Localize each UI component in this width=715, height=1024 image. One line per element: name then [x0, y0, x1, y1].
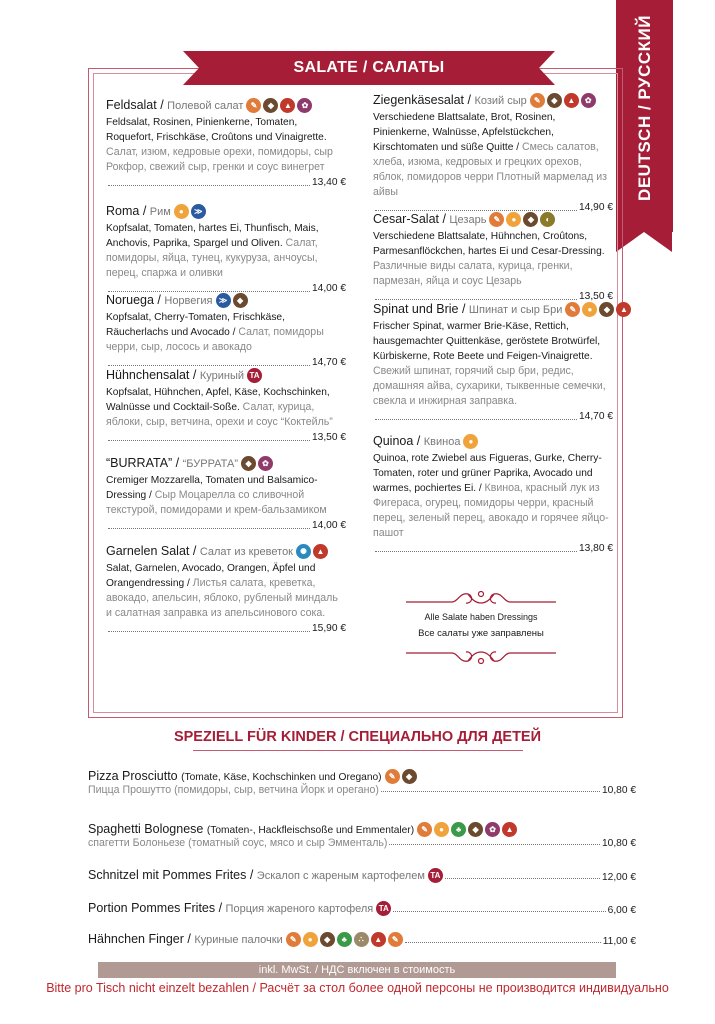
price-leader: [405, 942, 601, 943]
item-title: Hühnchensalat / Куриный TA: [106, 367, 346, 385]
price-row: [106, 518, 346, 533]
grape-icon: ✿: [581, 93, 596, 108]
item-title: Noruega / Норвегия ≫ ◆: [106, 292, 346, 310]
description-ru: Салат, курица, яблоки, сыр, ветчина, орехи и соус “Коктейль”: [106, 401, 333, 428]
allergen-icons: [216, 293, 248, 308]
allergen-icons: [376, 901, 391, 916]
price-row: [106, 175, 346, 190]
item-title: Garnelen Salat / Салат из креветок ✺ ▲: [106, 543, 346, 561]
item-description: [373, 229, 613, 289]
item-title: Roma / Рим ● ≫: [106, 203, 346, 221]
allergen-icons: [565, 302, 631, 317]
kids-item-sub: Пицца Прошутто (помидоры, сыр, ветчина Йорк и орегано): [88, 784, 379, 797]
item-name-ru: “БУРРАТА”: [182, 458, 239, 470]
item-title: “BURRATA” / “БУРРАТА” ◆ ✿: [106, 455, 346, 473]
description-de: Kopfsalat, Tomaten, hartes Ei, Thunfisch, Mais, Anchovis, Paprika, Spargel und Oliven.: [106, 223, 319, 249]
item-description: [373, 110, 613, 200]
price-leader: [108, 440, 310, 441]
dressing-note: [402, 588, 560, 669]
kids-item-title: [88, 769, 417, 784]
description-de: Kopfsalat, Hühnchen, Apfel, Käse, Kochschinken, Walnüsse und Cocktail-Soße.: [106, 387, 330, 413]
milk-icon: ▲: [313, 544, 328, 559]
item-price: 15,90 €: [312, 623, 346, 634]
ta-badge: TA: [428, 868, 443, 883]
kids-item-title: [88, 822, 517, 837]
veg-icon: ✎: [388, 932, 403, 947]
veg-icon: ✎: [489, 212, 504, 227]
kids-item-line: [88, 932, 636, 947]
veg-icon: ✎: [246, 98, 261, 113]
kids-item-line: [88, 769, 636, 784]
item-name-ru: Шпинат и сыр Бри: [468, 304, 563, 316]
fish-icon: ≫: [216, 293, 231, 308]
dressing-note-ru: Все салаты уже заправлены: [418, 628, 544, 639]
kids-item-price: 12,00 €: [602, 872, 636, 884]
item-description: [106, 385, 346, 430]
kids-item: [88, 932, 636, 947]
price-leader: [375, 551, 577, 552]
milk-icon: ▲: [616, 302, 631, 317]
description-de: Cremiger Mozzarella, Tomaten und Balsamico-Dressing /: [106, 475, 318, 501]
description-ru: Салат, помидоры черри, сыр, лосось и авокадо: [106, 326, 324, 353]
item-name-de: Roma: [106, 204, 140, 218]
item-name-de: “BURRATA”: [106, 456, 173, 470]
kids-item-sub-line: [88, 837, 636, 849]
item-name-ru: Козий сыр: [474, 95, 527, 107]
egg-icon: ●: [506, 212, 521, 227]
allergen-icons: [489, 212, 555, 227]
item-price: 14,70 €: [579, 411, 613, 422]
kids-title-underline: [193, 750, 523, 751]
kids-item-title: Portion Pommes Frites / Порция жареного картофеля TA: [88, 901, 391, 916]
price-row: [373, 541, 613, 556]
egg-icon: ●: [434, 822, 449, 837]
milk-icon: ▲: [371, 932, 386, 947]
item-description: [373, 319, 613, 409]
milk-icon: ▲: [564, 93, 579, 108]
item-name-de: Ziegenkäsesalat: [373, 93, 465, 107]
kids-item: [88, 822, 636, 849]
salad-item: [106, 455, 346, 533]
veg-icon: ✎: [530, 93, 545, 108]
item-name-ru: Салат из креветок: [199, 546, 293, 558]
salad-item: [373, 211, 613, 304]
allergen-icons: [174, 204, 206, 219]
item-name-de: Garnelen Salat: [106, 544, 190, 558]
description-ru: Листья салата, креветка, авокадо, апельсин, яблоко, рубленый миндаль и салатная заправка из апельсинового сока.: [106, 577, 338, 619]
kids-item-line: [88, 868, 636, 883]
item-description: [106, 473, 346, 518]
veg-icon: ✎: [286, 932, 301, 947]
nuts-icon: ◆: [547, 93, 562, 108]
kids-item-sub: спагетти Болоньезе (томатный соус, мясо и сыр Эмменталь): [88, 837, 388, 850]
description-de: Quinoa, rote Zwiebel aus Figueras, Gurke, Cherry-Tomaten, roter und grüner Paprika, Avocado und warmes, pochiertes Ei. /: [373, 453, 602, 494]
salad-item: [106, 543, 346, 636]
price-leader: [381, 791, 600, 792]
price-leader: [108, 365, 310, 366]
kids-item-title: Hähnchen Finger / Куриные палочки ✎ ● ◆ ♣ ∴ ▲ ✎: [88, 932, 403, 947]
salad-item: [106, 203, 346, 296]
price-row: [106, 430, 346, 445]
kids-item-line: [88, 822, 636, 837]
description-ru: Сыр Моцарелла со сливочной текстурой, помидорами и крем-бальзамиком: [106, 489, 327, 516]
language-tab-label: DEUTSCH / РУССКИЙ: [634, 15, 654, 201]
price-row: [373, 409, 613, 424]
item-price: 13,80 €: [579, 543, 613, 554]
language-tab: [616, 0, 673, 232]
milk-icon: ▲: [502, 822, 517, 837]
celery-icon: ♣: [451, 822, 466, 837]
description-de: Verschiedene Blattsalate, Brot, Rosinen, Pinienkerne, Walnüsse, Apfelstückchen, Kirschtomaten und süße Quitte /: [373, 112, 556, 153]
allergen-icons: [428, 868, 443, 883]
description-de: Frischer Spinat, warmer Brie-Käse, Rettich, hausgemachter Quittenkäse, geröstete Brotwürfel, Kürbiskerne, Rote Beete und Feigen-Vinaigrette.: [373, 321, 601, 362]
tax-note: inkl. MwSt. / НДС включен в стоимость: [98, 962, 616, 978]
allergen-icons: [247, 368, 262, 383]
item-description: [106, 115, 346, 175]
kids-item-name: Portion Pommes Frites: [88, 901, 216, 915]
nuts-icon: ◆: [523, 212, 538, 227]
kids-item-name-ru: Порция жареного картофеля: [225, 903, 374, 915]
item-name-de: Feldsalat: [106, 98, 157, 112]
kids-item-name: Schnitzel mit Pommes Frites: [88, 868, 247, 882]
item-name-ru: Норвегия: [164, 295, 213, 307]
ornament-top-icon: [402, 588, 560, 610]
kids-item-name: Hähnchen Finger: [88, 932, 184, 946]
kids-item-name-ru: Куриные палочки: [194, 934, 283, 946]
item-price: 13,50 €: [579, 291, 613, 302]
payment-note: Bitte pro Tisch nicht einzelt bezahlen / Расчёт за стол более одной персоны не производится индивидуально: [46, 981, 669, 995]
description-de: Kopfsalat, Cherry-Tomaten, Frischkäse, Räucherlachs und Avocado /: [106, 312, 285, 338]
salad-item: [373, 433, 613, 556]
kids-item-name-ru: Эскалоп с жареным картофелем: [256, 870, 425, 882]
allergen-icons: [241, 456, 273, 471]
mustard-icon: ◐: [540, 212, 555, 227]
item-description: [106, 310, 346, 355]
nuts-icon: ◆: [402, 769, 417, 784]
allergen-icons: [385, 769, 417, 784]
ta-badge: TA: [376, 901, 391, 916]
description-ru: Различные виды салата, курица, гренки, пармезан, яйца и соус Цезарь: [373, 260, 573, 287]
description-ru: Квиноа, красный лук из Фигераса, огурец, помидоры черри, красный перец, зеленый перец, авокадо и горячее яйцо-пашот: [373, 482, 609, 539]
item-price: 14,00 €: [312, 283, 346, 294]
salad-item: [106, 292, 346, 370]
item-price: 13,50 €: [312, 432, 346, 443]
section-title: SALATE / САЛАТЫ: [293, 59, 445, 76]
kids-item: [88, 769, 636, 796]
egg-icon: ●: [582, 302, 597, 317]
ornament-bottom-icon: [402, 645, 560, 667]
price-leader: [375, 419, 577, 420]
allergen-icons: [530, 93, 596, 108]
item-price: 14,00 €: [312, 520, 346, 531]
item-description: [106, 561, 346, 621]
nuts-icon: ◆: [233, 293, 248, 308]
kids-item-sub-line: [88, 784, 636, 796]
nuts-icon: ◆: [241, 456, 256, 471]
price-leader: [108, 185, 310, 186]
item-description: [373, 451, 613, 541]
allergen-icons: [246, 98, 312, 113]
grape-icon: ✿: [258, 456, 273, 471]
nuts-icon: ◆: [263, 98, 278, 113]
salad-item: [106, 97, 346, 190]
price-leader: [393, 911, 605, 912]
item-description: [106, 221, 346, 281]
egg-icon: ●: [463, 434, 478, 449]
description-ru: Смесь салатов, хлеба, изюма, кедровых и грецких орехов, яблок, помидоров черри Плотный мармелад из айвы: [373, 141, 607, 198]
kids-item-ingredients: (Tomate, Käse, Kochschinken und Oregano): [181, 772, 382, 783]
description-de: Salat, Garnelen, Avocado, Orangen, Äpfel und Orangendressing /: [106, 563, 316, 589]
allergen-icons: [417, 822, 517, 837]
kids-item-price: 6,00 €: [607, 905, 636, 917]
grape-icon: ✿: [297, 98, 312, 113]
kids-item-name: Spaghetti Bolognese: [88, 822, 204, 836]
item-name-ru: Рим: [149, 206, 171, 218]
dressing-note-de: Alle Salate haben Dressings: [424, 612, 538, 622]
egg-icon: ●: [303, 932, 318, 947]
milk-icon: ▲: [280, 98, 295, 113]
price-leader: [375, 299, 577, 300]
item-title: Feldsalat / Полевой салат ✎ ◆ ▲ ✿: [106, 97, 346, 115]
item-name-ru: Полевой салат: [167, 100, 244, 112]
item-name-ru: Куриный: [199, 370, 244, 382]
kids-item-name: Pizza Prosciutto: [88, 769, 178, 783]
veg-icon: ✎: [565, 302, 580, 317]
ta-badge: TA: [247, 368, 262, 383]
nuts-icon: ◆: [599, 302, 614, 317]
crab-icon: ✺: [296, 544, 311, 559]
salad-item: [106, 367, 346, 445]
item-name-de: Hühnchensalat: [106, 368, 190, 382]
salad-item: [373, 92, 613, 215]
item-name-ru: Квиноа: [423, 436, 461, 448]
item-price: 14,70 €: [312, 357, 346, 368]
kids-item-price: 11,00 €: [602, 936, 636, 948]
veg-icon: ✎: [385, 769, 400, 784]
price-leader: [108, 528, 310, 529]
item-name-de: Cesar-Salat: [373, 212, 439, 226]
description-ru: Салат, изюм, кедровые орехи, помидоры, сыр Рокфор, свежий сыр, гренки и соус винегрет: [106, 146, 333, 173]
fish-icon: ≫: [191, 204, 206, 219]
price-leader: [445, 878, 600, 879]
item-title: Cesar-Salat / Цезарь ✎ ● ◆ ◐: [373, 211, 613, 229]
kids-section-title: SPEZIELL FÜR KINDER / СПЕЦИАЛЬНО ДЛЯ ДЕТЕЙ: [173, 729, 542, 745]
item-title: Quinoa / Квиноа ●: [373, 433, 613, 451]
description-de: Verschiedene Blattsalate, Hühnchen, Croûtons, Parmesanflöckchen, hartes Ei und Cesar-Dressing.: [373, 231, 605, 257]
item-title: Spinat und Brie / Шпинат и сыр Бри ✎ ● ◆ ▲: [373, 301, 613, 319]
nuts-icon: ◆: [320, 932, 335, 947]
price-row: [106, 621, 346, 636]
kids-item: [88, 901, 636, 916]
grape-icon: ✿: [485, 822, 500, 837]
kids-item-ingredients: (Tomaten-, Hackfleischsoße und Emmentaler): [206, 825, 415, 836]
item-price: 14,90 €: [579, 202, 613, 213]
item-price: 13,40 €: [312, 177, 346, 188]
allergen-icons: [286, 932, 403, 947]
item-name-de: Spinat und Brie: [373, 302, 459, 316]
item-name-de: Noruega: [106, 293, 154, 307]
price-leader: [108, 631, 310, 632]
celery-icon: ♣: [337, 932, 352, 947]
egg-icon: ●: [174, 204, 189, 219]
kids-item-line: [88, 901, 636, 916]
nuts-icon: ◆: [468, 822, 483, 837]
item-name-de: Quinoa: [373, 434, 414, 448]
kids-item: [88, 868, 636, 883]
description-ru: Салат, помидоры, яйца, тунец, кукуруза, анчоусы, перец, спаржа и оливки: [106, 237, 318, 279]
kids-item-title: Schnitzel mit Pommes Frites / Эскалоп с жареным картофелем TA: [88, 868, 443, 883]
item-title: Ziegenkäsesalat / Козий сыр ✎ ◆ ▲ ✿: [373, 92, 613, 110]
sesame-icon: ∴: [354, 932, 369, 947]
allergen-icons: [296, 544, 328, 559]
kids-item-price: 10,80 €: [602, 785, 636, 797]
veg-icon: ✎: [417, 822, 432, 837]
item-name-ru: Цезарь: [449, 214, 487, 226]
section-ribbon: [183, 51, 555, 85]
allergen-icons: [463, 434, 478, 449]
price-leader: [389, 844, 600, 845]
kids-item-price: 10,80 €: [602, 838, 636, 850]
salad-item: [373, 301, 628, 424]
description-ru: Свежий шпинат, горячий сыр бри, редис, домашняя айва, сухарики, тыквенные семечки, свекла и инжирная заправка.: [373, 365, 606, 407]
description-de: Feldsalat, Rosinen, Pinienkerne, Tomaten, Roquefort, Frischkäse, Croûtons und Vinaigrette.: [106, 117, 327, 143]
